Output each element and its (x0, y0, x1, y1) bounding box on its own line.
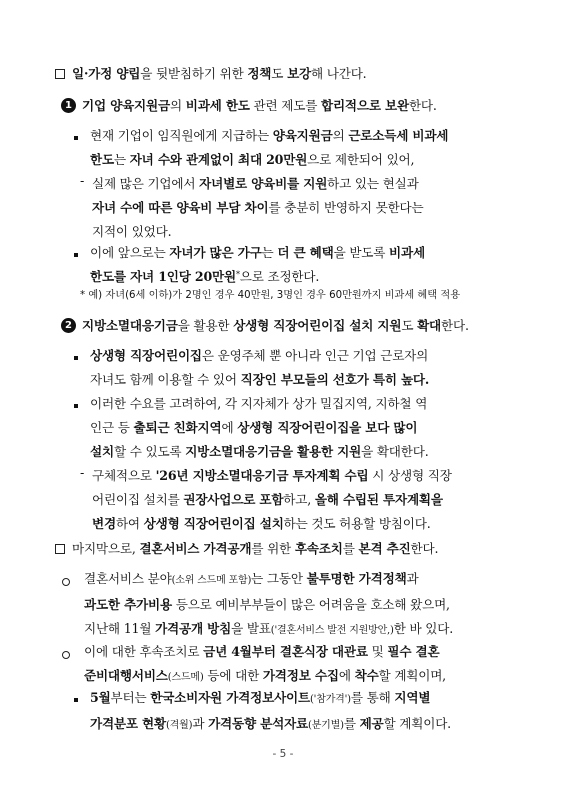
section-heading-1: 일·가정 양립을 뒷받침하기 위한 정책도 보강해 나간다. (72, 66, 367, 81)
bullet-icon (74, 698, 78, 702)
dash-paragraph-1: 실제 많은 기업에서 자녀별로 양육비를 지원하고 있는 현실과 자녀 수에 따른 양육비 부담 차이를 충분히 반영하지 못한다는 지적이 있었다. (92, 176, 424, 239)
bullet-paragraph-5: 5월부터는 한국소비자원 가격정보사이트('참가격')를 통해 지역별 가격분포 현황(격월)과 가격동향 분석자료(분기별)를 제공할 계획이다. (90, 690, 451, 731)
bullet-icon (74, 136, 78, 140)
dash-paragraph-2: 구체적으로 '26년 지방소멸대응기금 투자계획 수립 시 상생형 직장 어린이집 설치를 권장사업으로 포함하고, 올해 수립된 투자계획을 변경하여 상생형 직장어린이집 설치하는 것도 허용할 방침이다. (92, 468, 452, 531)
numbered-item-2: 지방소멸대응기금을 활용한 상생형 직장어린이집 설치 지원도 확대한다. (82, 318, 469, 333)
numbered-item-1: 기업 양육지원금의 비과세 한도 관련 제도를 합리적으로 보완한다. (82, 98, 437, 113)
page-number: - 5 - (272, 748, 294, 760)
footnote: * 예) 자녀(6세 이하)가 2명인 경우 40만원, 3명인 경우 60만원까지 비과세 혜택 적용 (80, 290, 461, 301)
bullet-paragraph-2: 이에 앞으로는 자녀가 많은 가구는 더 큰 혜택을 받도록 비과세 한도를 자녀 1인당 20만원*으로 조정한다. (90, 245, 425, 284)
dash-bullet-icon: - (80, 174, 85, 188)
dash-bullet-icon: - (80, 466, 85, 480)
bullet-paragraph-3: 상생형 직장어린이집은 운영주체 뿐 아니라 인근 기업 근로자의 자녀도 함께 이용할 수 있어 직장인 부모들의 선호가 특히 높다. (90, 348, 430, 387)
bullet-icon (74, 253, 78, 257)
bullet-icon (74, 356, 78, 360)
circle-paragraph-1: 결혼서비스 분야(소위 스드메 포함)는 그동안 불투명한 가격정책과 과도한 추가비용 등으로 예비부부들이 많은 어려움을 호소해 왔으며, 지난해 11월 가격공개 방침을 발표('결혼서비스 발전 지원방안,)한 바 있다. (84, 571, 454, 636)
section-heading-2: 마지막으로, 결혼서비스 가격공개를 위한 후속조치를 본격 추진한다. (72, 541, 439, 556)
number-2-icon: 2 (61, 318, 76, 333)
bullet-icon (74, 404, 78, 408)
square-bullet-icon (55, 69, 65, 79)
circle-bullet-icon (62, 651, 70, 659)
circle-paragraph-2: 이에 대한 후속조치로 금년 4월부터 결혼식장 대관료 및 필수 결혼 준비대행서비스(스드메) 등에 대한 가격정보 수집에 착수할 계획이며, (84, 644, 446, 683)
bullet-paragraph-1: 현재 기업이 임직원에게 지급하는 양육지원금의 근로소득세 비과세 한도는 자녀 수와 관계없이 최대 20만원으로 제한되어 있어, (90, 128, 449, 167)
circle-bullet-icon (62, 578, 70, 586)
square-bullet-icon (55, 544, 65, 554)
bullet-paragraph-4: 이러한 수요를 고려하여, 각 지자체가 상가 밀집지역, 지하철 역 인근 등 출퇴근 친화지역에 상생형 직장어린이집을 보다 많이 설치할 수 있도록 지방소멸대응기금을 활용한 지원을 확대한다. (90, 396, 429, 459)
number-1-icon: 1 (61, 98, 76, 113)
